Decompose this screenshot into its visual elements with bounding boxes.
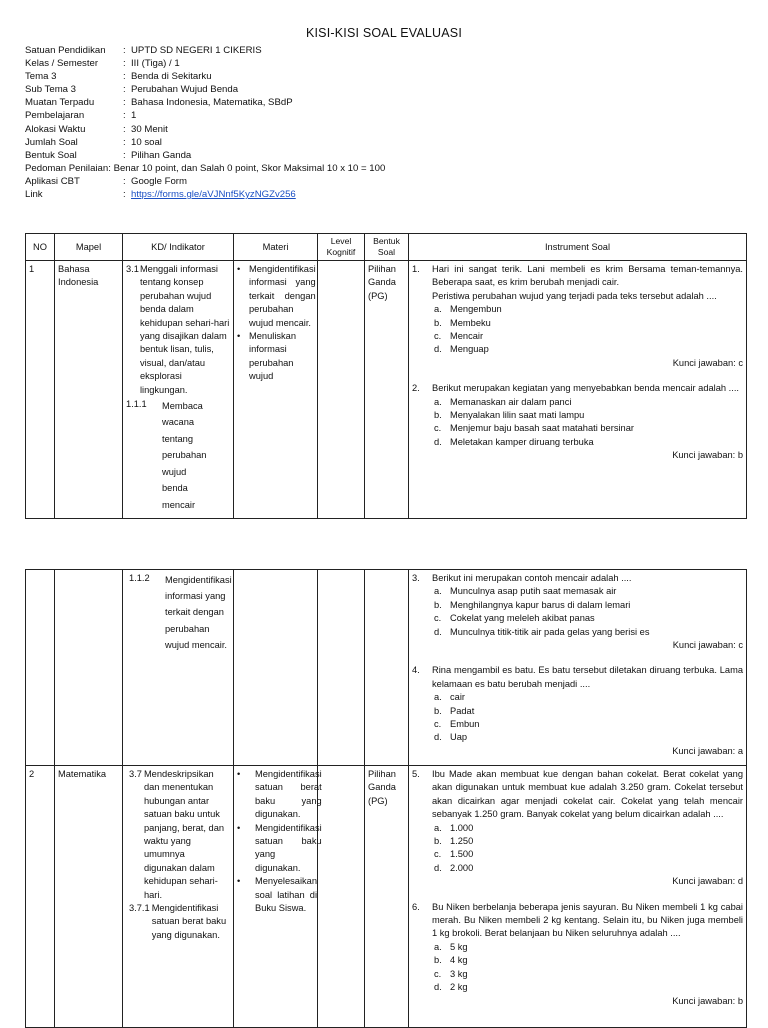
header-bentuk: Bentuk Soal — [365, 234, 409, 261]
answer-option: c. Cokelat yang meleleh akibat panas — [434, 613, 595, 624]
question-item: 3. Berikut ini merupakan contoh mencair adalah .... — [412, 573, 632, 583]
answer-key: Kunci jawaban: b — [672, 995, 743, 1006]
answer-key: Kunci jawaban: b — [672, 450, 743, 461]
cell-materi — [234, 570, 318, 766]
cell-materi: • Mengidentifikasi satuan berat baku yang digunakan. • Mengidentifikasi satuan baku yang digunakan. • Menyelesaikan soal latihan di Buku Siswa. — [234, 766, 318, 1028]
meta-row: Jumlah Soal : 10 soal — [25, 136, 162, 148]
answer-option: c. Mencair — [434, 331, 484, 342]
cell-kd: 3.1 Menggali informasi tentang konsep perubahan wujud benda dalam kehidupan sehari-hari yang disajikan dalam bentuk lisan, tulis, visual, dan/atau eksplorasi lingkungan. 1.1.1 Membaca wacana tentang perubahan wujud benda mencair — [123, 261, 234, 519]
table-row — [26, 570, 747, 766]
meta-row: Tema 3 : Benda di Sekitarku — [25, 71, 212, 83]
answer-option: c. Menjemur baju basah saat matahati bersinar — [434, 423, 634, 434]
answer-option: c. 3 kg — [434, 968, 468, 979]
cell-level — [318, 766, 365, 1028]
answer-option: d. Munculnya titik-titik air pada gelas yang berisi es — [434, 626, 650, 637]
table-row — [26, 766, 747, 1028]
meta-row: Satuan Pendidikan : UPTD SD NEGERI 1 CIKERIS — [25, 45, 262, 56]
question-item: 6. Bu Niken berbelanja beberapa jenis sayuran. Bu Niken membeli 1 kg cabai merah. Bu Niken membeli 2 kg kentang. Selain itu, bu Niken juga membeli 1 kg brokoli. Berat belanjaan bu Niken seluruhnya adalah .... — [412, 901, 743, 939]
header-no: NO — [26, 234, 55, 261]
meta-row: Link : https://forms.gle/aVJNnf5KyzNGZv256 — [25, 189, 296, 201]
answer-option: a. Mengembun — [434, 304, 502, 315]
answer-option: d. Uap — [434, 732, 468, 743]
cell-kd: 3.7 Mendeskripsikan dan menentukan hubungan antar satuan baku untuk panjang, berat, dan waktu yang umumnya digunakan dalam kehidupan sehari-hari. 3.7.1 Mengidentifikasi satuan berat baku yang digunakan. — [123, 766, 234, 1028]
document-metadata — [25, 44, 385, 201]
answer-option: a. Memanaskan air dalam panci — [434, 396, 572, 407]
meta-row: Kelas / Semester : III (Tiga) / 1 — [25, 58, 180, 70]
answer-option: c. 1.500 — [434, 849, 474, 860]
meta-row: Aplikasi CBT : Google Form — [25, 175, 187, 187]
meta-row: Bentuk Soal : Pilihan Ganda — [25, 149, 192, 161]
document-title: KISI-KISI SOAL EVALUASI — [305, 26, 463, 40]
answer-key: Kunci jawaban: c — [672, 357, 743, 368]
answer-option: d. 2 kg — [434, 982, 468, 993]
header-materi: Materi — [234, 234, 318, 261]
cell-no: 1 — [26, 261, 55, 519]
cell-bentuk: Pilihan Ganda (PG) — [365, 766, 409, 1028]
answer-option: b. Membeku — [434, 317, 491, 328]
answer-option: b. 4 kg — [434, 955, 468, 966]
answer-option: a. 5 kg — [434, 941, 468, 952]
question-item: 5. Ibu Made akan membuat kue dengan bahan cokelat. Berat cokelat yang akan digunakan untuk membuat kue adalah 3.250 gram. Cokelat tersebut akan dicairkan agar menjadi cokelat cair. Cokelat yang telah mencair sebanyak 1.250 gram. Banyak cokelat yang belum dicairkan adalah .... — [412, 769, 743, 820]
answer-option: d. Menguap — [434, 344, 489, 355]
cell-no: 2 — [26, 766, 55, 1028]
answer-option: b. Menghilangnya kapur barus di dalam lemari — [434, 599, 631, 610]
answer-key: Kunci jawaban: d — [672, 876, 743, 887]
question-item: 2. Berikut merupakan kegiatan yang menyebabkan benda mencair adalah .... — [412, 383, 739, 394]
answer-option: a. cair — [434, 692, 465, 703]
answer-key: Kunci jawaban: a — [672, 745, 743, 756]
header-mapel: Mapel — [55, 234, 123, 261]
cell-level — [318, 570, 365, 766]
answer-key: Kunci jawaban: c — [672, 640, 743, 651]
meta-row: Pembelajaran : 1 — [25, 110, 137, 122]
cell-bentuk: Pilihan Ganda (PG) — [365, 261, 409, 519]
meta-row: Muatan Terpadu : Bahasa Indonesia, Matematika, SBdP — [25, 97, 293, 109]
cell-mapel: Bahasa Indonesia — [55, 261, 123, 519]
answer-option: a. Munculnya asap putih saat memasak air — [434, 586, 617, 597]
meta-row-scoring: Pedoman Penilaian : Benar 10 point, dan Salah 0 point, Skor Maksimal 10 x 10 = 100 — [25, 162, 386, 174]
answer-option: b. Padat — [434, 705, 475, 716]
table-header-row — [26, 234, 747, 261]
cell-kd: 1.1.2 Mengidentifikasi informasi yang terkait dengan perubahan wujud mencair. — [123, 570, 234, 766]
cell-mapel — [55, 570, 123, 766]
meta-row: Sub Tema 3 : Perubahan Wujud Benda — [25, 84, 239, 96]
evaluation-grid-table — [25, 233, 747, 519]
answer-option: d. 2.000 — [434, 862, 474, 873]
answer-option: b. Menyalakan lilin saat mati lampu — [434, 410, 585, 421]
answer-option: d. Meletakan kamper diruang terbuka — [434, 436, 594, 447]
cell-mapel: Matematika — [55, 766, 123, 1028]
answer-option: c. Embun — [434, 719, 480, 730]
cell-no — [26, 570, 55, 766]
cell-instrument — [409, 570, 747, 766]
cell-bentuk — [365, 570, 409, 766]
cell-instrument — [409, 261, 747, 519]
table-row — [26, 261, 747, 519]
form-link[interactable]: https://forms.gle/aVJNnf5KyzNGZv256 — [131, 189, 296, 201]
cell-level — [318, 261, 365, 519]
question-item: 4. Rina mengambil es batu. Es batu tersebut diletakan diruang terbuka. Lama kelamaan es batu berubah menjadi .... — [412, 665, 743, 689]
cell-instrument — [409, 766, 747, 1028]
header-instrument: Instrument Soal — [409, 234, 747, 261]
header-kd: KD/ Indikator — [123, 234, 234, 261]
question-item: 1. Hari ini sangat terik. Lani membeli es krim Bersama teman-temannya. Beberapa saat, es krim berubah menjadi cair. Peristiwa perubahan wujud yang terjadi pada teks tersebut adalah .... — [412, 264, 743, 301]
meta-row: Alokasi Waktu : 30 Menit — [25, 123, 168, 135]
answer-option: a. 1.000 — [434, 822, 474, 833]
cell-materi: • Mengidentifikasi informasi yang terkait dengan perubahan wujud mencair. • Menuliskan informasi perubahan wujud — [234, 261, 318, 519]
header-level: Level Kognitif — [318, 234, 365, 261]
evaluation-grid-table-continued — [25, 569, 747, 1028]
answer-option: b. 1.250 — [434, 836, 474, 847]
